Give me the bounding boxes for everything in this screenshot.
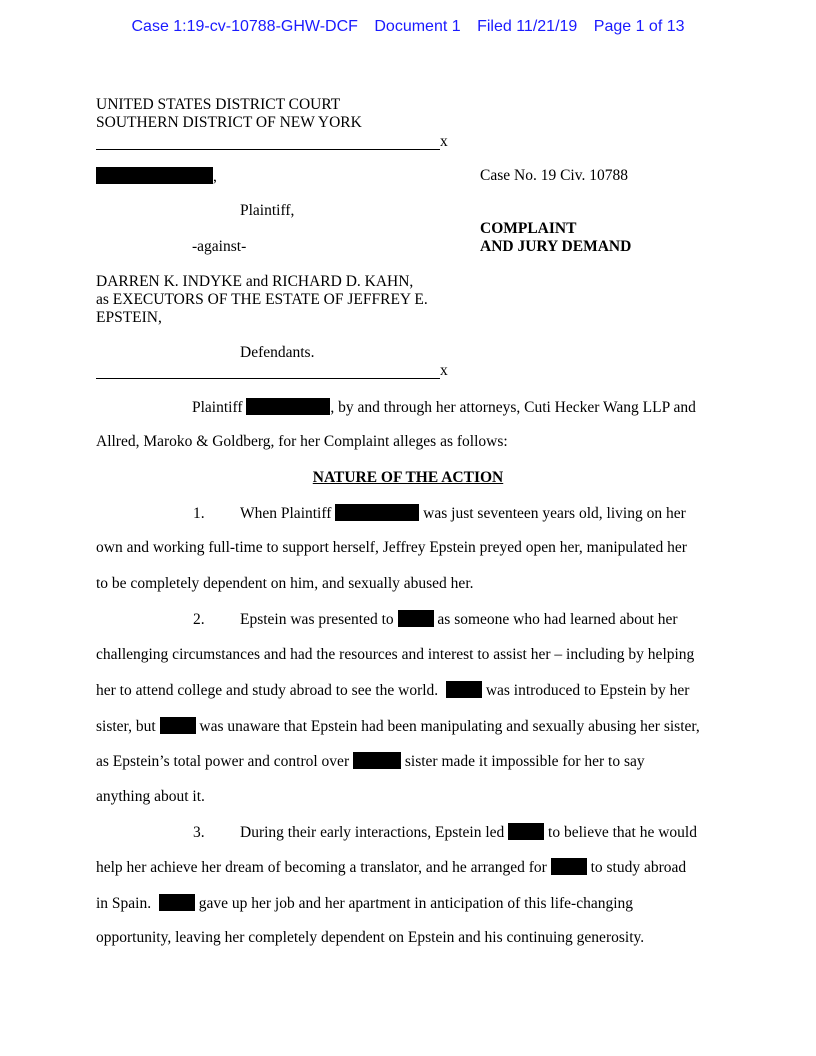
text-segment: During their early interactions, Epstein led [240, 824, 509, 841]
plaintiff-name: , [96, 167, 217, 186]
filed-date: Filed 11/21/19 [477, 18, 578, 35]
text-segment: sister, but [96, 718, 160, 735]
defendants-label: Defendants. [240, 344, 315, 361]
redaction [398, 610, 434, 627]
text-segment: challenging circumstances and had the resources and interest to assist her – including by helping [96, 646, 695, 663]
defendants-line1: DARREN K. INDYKE and RICHARD D. KAHN, [96, 273, 414, 290]
caption-rule-top [96, 149, 440, 150]
body-line [96, 929, 644, 947]
caption-x-top: x [440, 133, 448, 150]
redaction [159, 894, 195, 911]
body-line [192, 398, 696, 417]
ecf-header [0, 18, 816, 36]
redaction [446, 681, 482, 698]
defendants-line3: EPSTEIN, [96, 309, 162, 326]
paragraph-number: 1. [193, 505, 205, 522]
text-segment: own and working full-time to support herself, Jeffrey Epstein preyed open her, manipulated her [96, 539, 687, 556]
caption-rule-bottom [96, 378, 440, 379]
text-segment: Allred, Maroko & Goldberg, for her Complaint alleges as follows: [96, 433, 508, 450]
text-segment: , by and through her attorneys, Cuti Hecker Wang LLP and [330, 399, 696, 416]
text-segment: help her achieve her dream of becoming a translator, and he arranged for [96, 859, 551, 876]
caption-x-bottom: x [440, 362, 448, 379]
redaction [246, 398, 330, 415]
text-segment: to believe that he would [544, 824, 697, 841]
text-segment: anything about it. [96, 788, 205, 805]
text-segment: Epstein was presented to [240, 611, 398, 628]
text-segment: When Plaintiff [240, 505, 336, 522]
body-line [96, 788, 205, 806]
court-district: SOUTHERN DISTRICT OF NEW YORK [96, 114, 362, 131]
body-line [96, 575, 474, 593]
body-line [96, 681, 689, 700]
case-number: Case 1:19-cv-10788-GHW-DCF [131, 18, 358, 35]
redaction [160, 717, 196, 734]
body-line [193, 823, 697, 842]
text-segment: sister made it impossible for her to say [400, 753, 645, 770]
text-segment: as Epstein’s total power and control over [96, 753, 353, 770]
case-no: Case No. 19 Civ. 10788 [480, 167, 628, 184]
text-segment: her to attend college and study abroad to see the world. [96, 682, 446, 699]
text-segment: gave up her job and her apartment in anticipation of this life-changing [194, 895, 634, 912]
redaction [335, 504, 419, 521]
body-line [96, 752, 645, 771]
jury-demand-title: AND JURY DEMAND [480, 238, 632, 255]
text-segment: NATURE OF THE ACTION [312, 469, 504, 486]
against-label: -against- [192, 238, 247, 255]
body-line [96, 894, 633, 913]
defendants-line2: as EXECUTORS OF THE ESTATE OF JEFFREY E. [96, 291, 428, 308]
page-number: Page 1 of 13 [593, 18, 685, 35]
body-line [96, 858, 686, 877]
text-segment: to study abroad [586, 859, 687, 876]
paragraph-number: 3. [193, 824, 205, 841]
text-segment: was just seventeen years old, living on her [419, 505, 686, 522]
body-line [193, 504, 686, 523]
text-segment: was introduced to Epstein by her [481, 682, 690, 699]
document-number: Document 1 [374, 18, 461, 35]
section-heading [0, 469, 816, 487]
text-segment: Plaintiff [192, 399, 247, 416]
paragraph-number: 2. [193, 611, 205, 628]
text-segment: to be completely dependent on him, and sexually abused her. [96, 575, 474, 592]
court-name: UNITED STATES DISTRICT COURT [96, 96, 341, 113]
plaintiff-label: Plaintiff, [240, 202, 295, 219]
body-line [96, 646, 694, 664]
text-segment: was unaware that Epstein had been manipulating and sexually abusing her sister, [195, 718, 700, 735]
text-segment: in Spain. [96, 895, 159, 912]
redaction [96, 167, 213, 184]
body-line [96, 539, 687, 557]
redaction [508, 823, 544, 840]
text-segment: as someone who had learned about her [433, 611, 678, 628]
redaction [353, 752, 401, 769]
body-line [96, 433, 508, 451]
redaction [551, 858, 587, 875]
complaint-title: COMPLAINT [480, 220, 577, 237]
text-segment: opportunity, leaving her completely dependent on Epstein and his continuing generosity. [96, 929, 645, 946]
body-line [193, 610, 678, 629]
body-line [96, 717, 700, 736]
